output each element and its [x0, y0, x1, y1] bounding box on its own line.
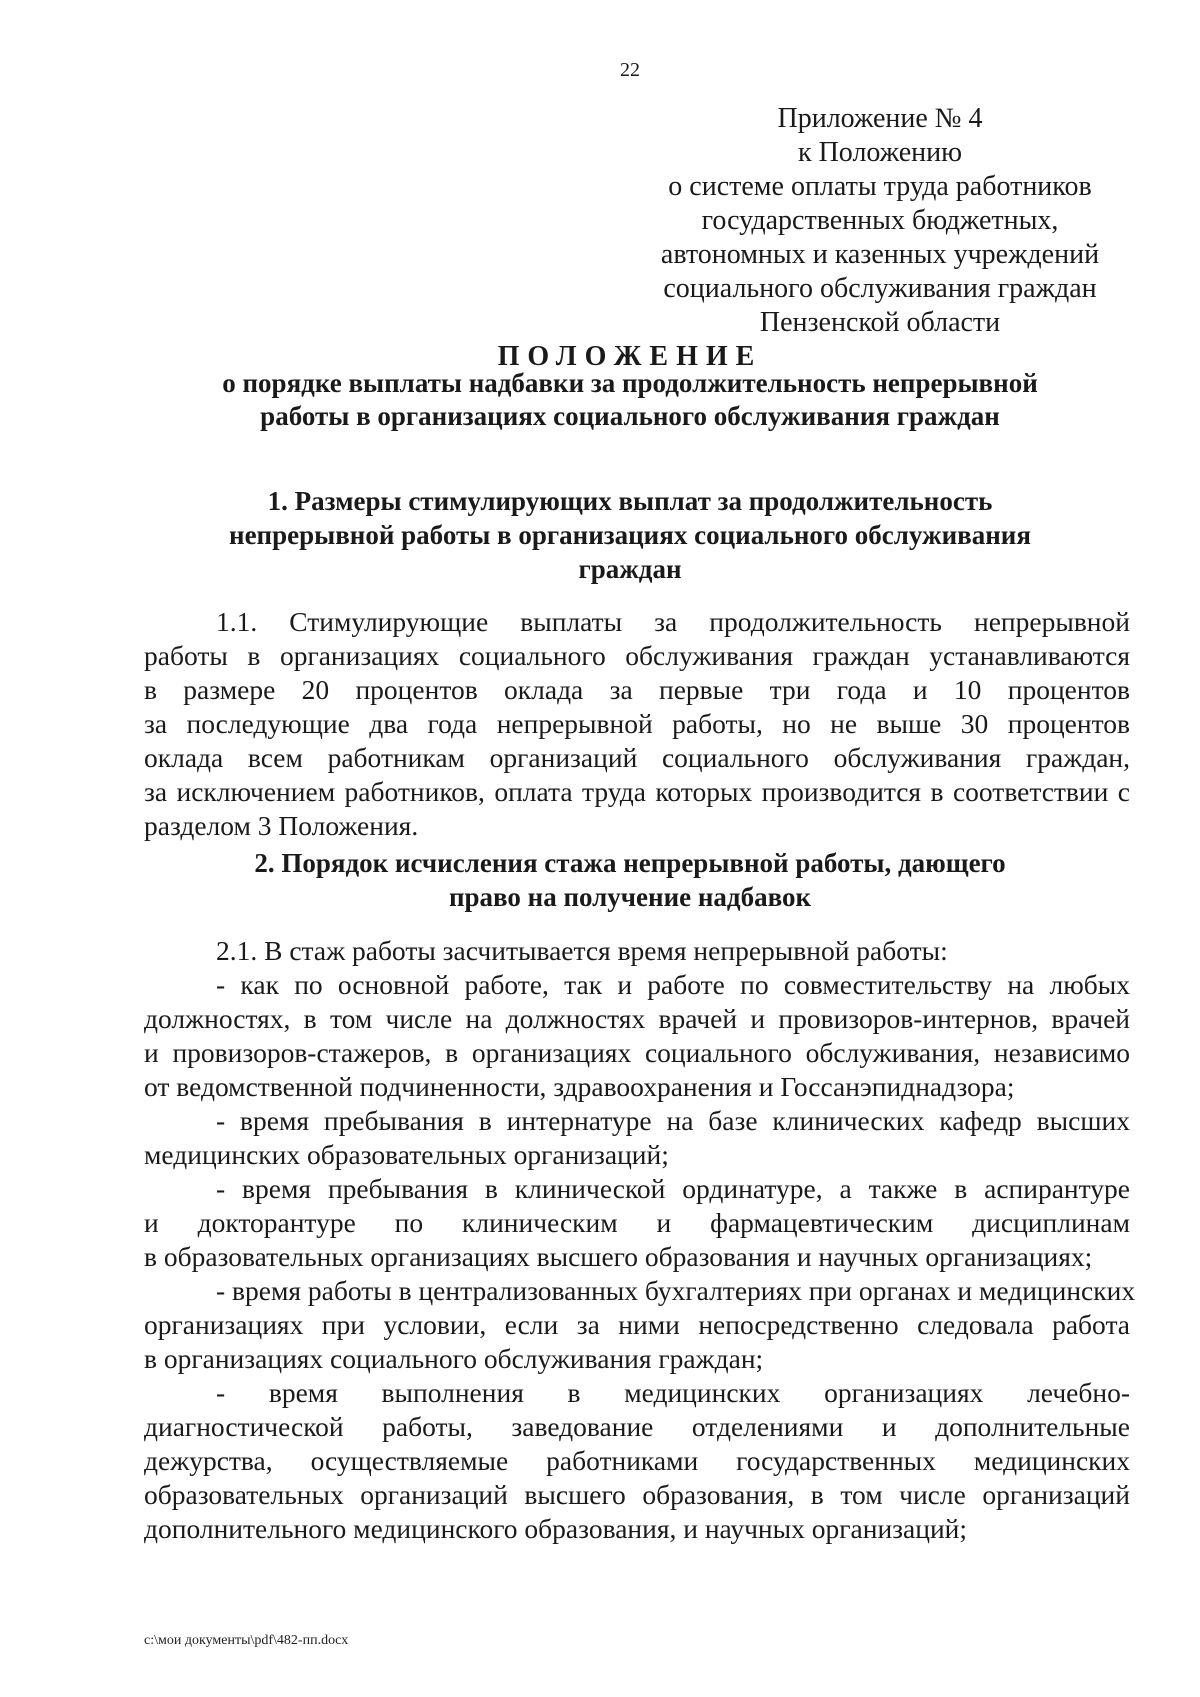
list-item-4	[144, 1274, 1136, 1376]
text-line: 2.1. В стаж работы засчитывается время непрерывной работы:	[216, 935, 948, 966]
footer-file-path: c:\мои документы\pdf\482-пп.docx	[144, 1633, 349, 1648]
appendix-line: социального обслуживания граждан	[663, 273, 1097, 304]
section-1-heading	[0, 484, 1200, 586]
section-heading-line: граждан	[578, 554, 682, 584]
list-item-3	[144, 1172, 1130, 1274]
text-line: и докторантуре по клиническим и фармацевтическим дисциплинам	[144, 1207, 1130, 1238]
text-line: в образовательных организациях высшего образования и научных организациях;	[144, 1241, 1093, 1272]
text-line: и провизоров-стажеров, в организациях социального обслуживания, независимо	[144, 1037, 1130, 1068]
subtitle-line: работы в организациях социального обслуживания граждан	[260, 401, 1000, 431]
text-line: - время пребывания в интернатуре на базе клинических кафедр высших	[216, 1105, 1130, 1136]
list-item-2	[144, 1104, 1130, 1172]
text-line: - как по основной работе, так и работе по совместительству на любых	[216, 969, 1130, 1000]
text-line: за последующие два года непрерывной работы, но не выше 30 процентов	[144, 708, 1130, 739]
appendix-line: автономных и казенных учреждений	[660, 239, 1100, 270]
list-item-1	[144, 968, 1130, 1104]
subtitle-line: о порядке выплаты надбавки за продолжительность непрерывной	[222, 368, 1038, 398]
list-item-5	[144, 1376, 1130, 1546]
appendix-line: Пензенской области	[759, 307, 1001, 338]
text-line: - время выполнения в медицинских организациях лечебно-	[216, 1377, 1130, 1408]
text-line: диагностической работы, заведование отделениями и дополнительные	[144, 1411, 1130, 1442]
page-number: 22	[620, 59, 640, 81]
appendix-block	[640, 102, 1120, 340]
text-line: организациях при условии, если за ними непосредственно следовала работа	[144, 1309, 1130, 1340]
text-line: за исключением работников, оплата труда которых производится в соответствии с	[144, 776, 1130, 807]
text-line: дополнительного медицинского образования, и научных организаций;	[144, 1513, 968, 1544]
section-heading-line: право на получение надбавок	[448, 882, 812, 912]
appendix-line: Приложение № 4	[777, 103, 983, 134]
text-line: медицинских образовательных организаций;	[144, 1139, 669, 1170]
text-line: в организациях социального обслуживания граждан;	[144, 1343, 764, 1374]
text-line: работы в организациях социального обслуживания граждан устанавливаются	[144, 640, 1130, 671]
text-line: - время пребывания в клинической ординатуре, а также в аспирантуре	[216, 1173, 1130, 1204]
text-line: должностях, в том числе на должностях врачей и провизоров-интернов, врачей	[144, 1003, 1130, 1034]
text-line: дежурства, осуществляемые работниками государственных медицинских	[144, 1445, 1130, 1476]
text-line: 1.1. Стимулирующие выплаты за продолжительность непрерывной	[216, 606, 1130, 637]
appendix-line: к Положению	[797, 137, 963, 168]
document-title: ПОЛОЖЕНИЕ	[497, 341, 763, 372]
text-line: в размере 20 процентов оклада за первые три года и 10 процентов	[144, 674, 1130, 705]
text-line: оклада всем работникам организаций социального обслуживания граждан,	[144, 742, 1130, 773]
section-heading-line: непрерывной работы в организациях социального обслуживания	[229, 520, 1031, 550]
paragraph-1-1	[144, 605, 1130, 843]
text-line: от ведомственной подчиненности, здравоохранения и Госсанэпиднадзора;	[144, 1071, 1015, 1102]
appendix-line: о системе оплаты труда работников	[668, 171, 1092, 202]
text-line: образовательных организаций высшего образования, в том числе организаций	[144, 1479, 1130, 1510]
appendix-line: государственных бюджетных,	[701, 205, 1059, 236]
section-heading-line: 2. Порядок исчисления стажа непрерывной работы, дающего	[254, 848, 1006, 878]
section-2-heading	[0, 846, 1200, 914]
text-line: - время работы в централизованных бухгалтериях при органах и медицинских	[216, 1275, 1136, 1306]
text-line: разделом 3 Положения.	[144, 810, 419, 841]
document-subtitle	[0, 367, 1200, 433]
paragraph-2-1	[144, 934, 1130, 968]
section-heading-line: 1. Размеры стимулирующих выплат за продолжительность	[267, 486, 993, 516]
